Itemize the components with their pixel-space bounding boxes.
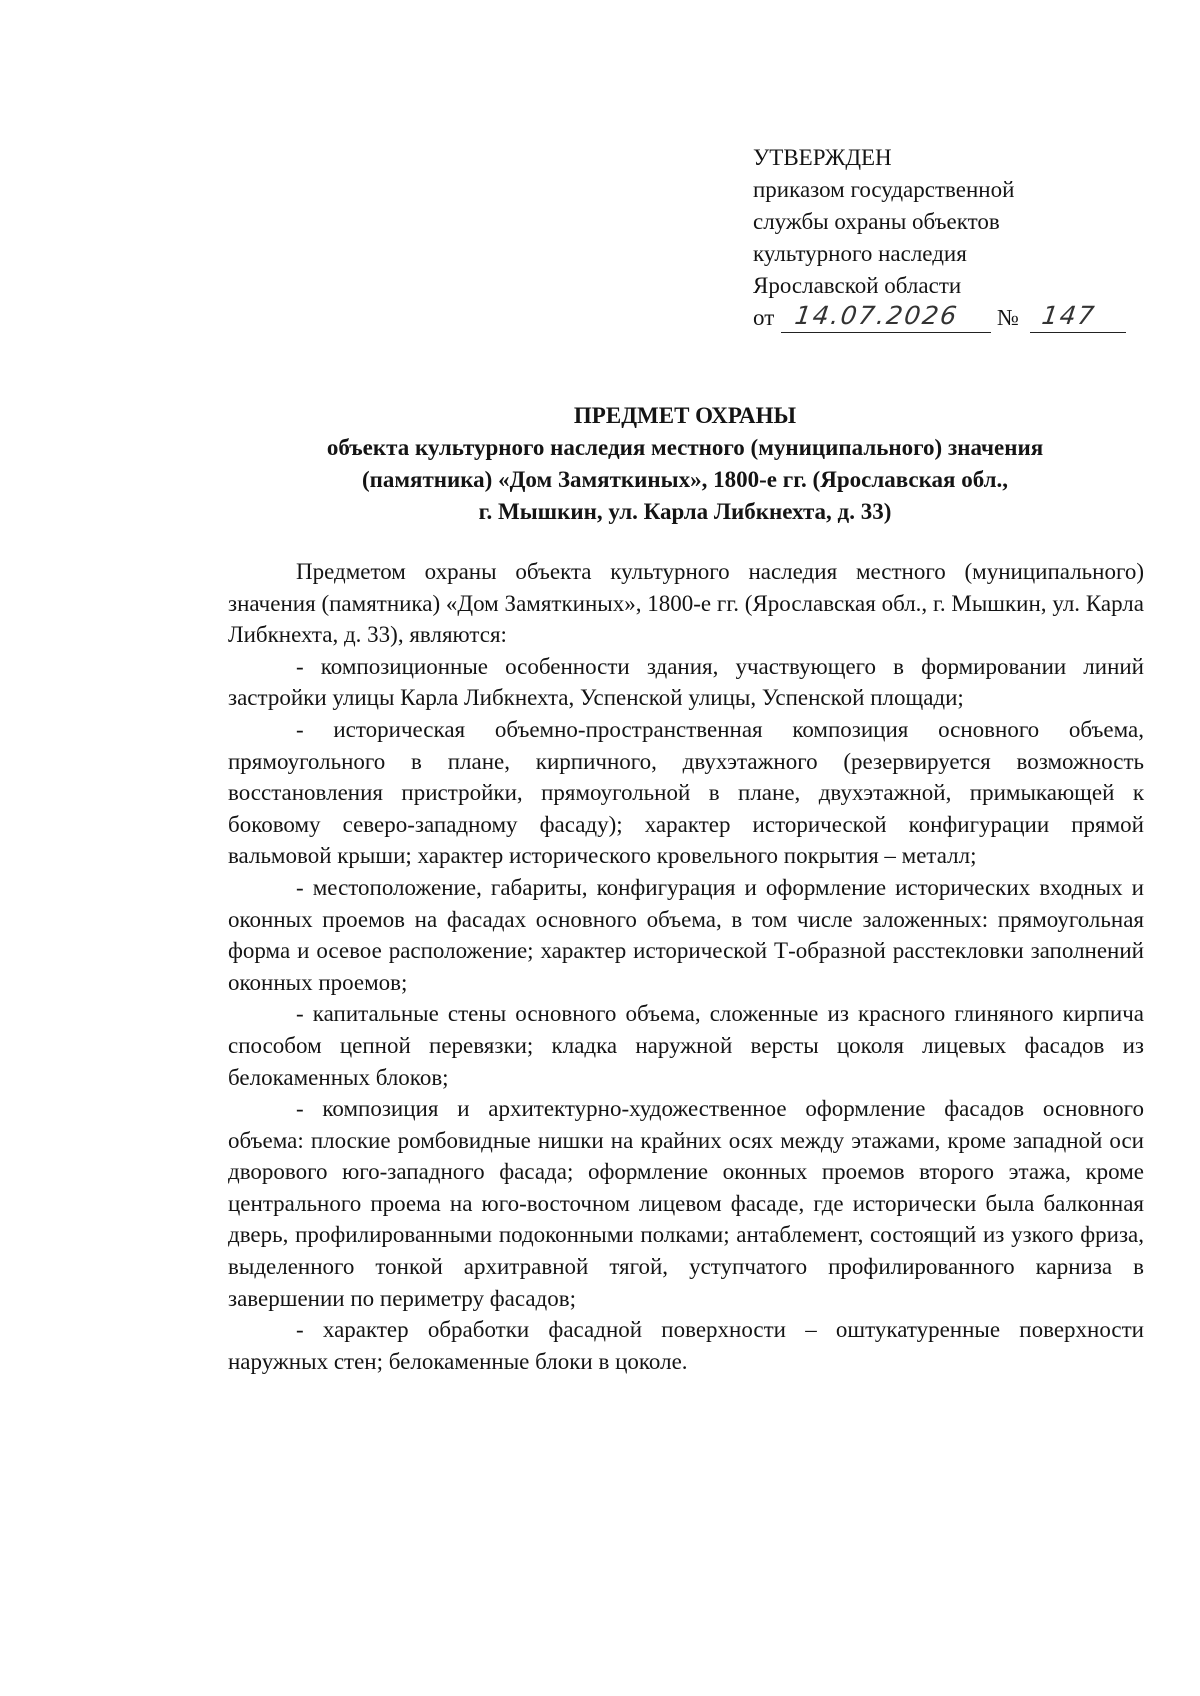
body-paragraph: - характер обработки фасадной поверхности – оштукатуренные поверхности наружных стен; белокаменные блоки в цоколе. bbox=[228, 1317, 1144, 1374]
number-label: № bbox=[997, 305, 1019, 330]
body-paragraph: - капитальные стены основного объема, сложенные из красного глиняного кирпича способом цепной перевязки; кладка наружной версты цоколя лицевых фасадов из белокаменных блоков; bbox=[228, 1001, 1144, 1090]
approval-line: Ярославской области bbox=[753, 273, 962, 298]
title-subtitle-line: (памятника) «Дом Замяткиных», 1800-е гг. (Ярославская обл., bbox=[361, 467, 1009, 492]
title-main: ПРЕДМЕТ ОХРАНЫ bbox=[573, 403, 797, 428]
document-body bbox=[228, 556, 1144, 1377]
order-date-number-line bbox=[753, 302, 1133, 334]
approval-line: приказом государственной bbox=[753, 177, 1015, 202]
handwritten-number: 147 bbox=[1040, 301, 1098, 330]
title-subtitle-line: г. Мышкин, ул. Карла Либкнехта, д. 33) bbox=[478, 499, 892, 524]
approval-line: культурного наследия bbox=[753, 241, 967, 266]
approval-heading: УТВЕРЖДЕН bbox=[753, 145, 892, 170]
body-paragraph: Предметом охраны объекта культурного наследия местного (муниципального) значения (памятника) «Дом Замяткиных», 1800-е гг. (Ярославская обл., г. Мышкин, ул. Карла Либкнехта, д. 33), являются: bbox=[228, 559, 1144, 648]
approval-block bbox=[753, 142, 1133, 334]
title-subtitle-line: объекта культурного наследия местного (муниципального) значения bbox=[326, 435, 1044, 460]
date-blank bbox=[781, 302, 991, 333]
document-title bbox=[230, 400, 1140, 528]
body-paragraph: - историческая объемно-пространственная композиция основного объема, прямоугольного в плане, кирпичного, двухэтажного (резервируется возможность восстановления пристройки, прямоугольной в плане, двухэтажной, примыкающей к боковому северо-западному фасаду); характер исторической конфигурации прямой вальмовой крыши; характер исторического кровельного покрытия – металл; bbox=[228, 716, 1144, 869]
body-paragraph: - композиционные особенности здания, участвующего в формировании линий застройки улицы Карла Либкнехта, Успенской улицы, Успенской площади; bbox=[228, 653, 1144, 711]
number-blank bbox=[1030, 302, 1126, 333]
approval-line: службы охраны объектов bbox=[753, 209, 1000, 234]
body-paragraph: - местоположение, габариты, конфигурация и оформление исторических входных и оконных проемов на фасадах основного объема, в том числе заложенных: прямоугольная форма и осевое расположение; характер исторической Т-образной расстекловки заполнений оконных проемов; bbox=[228, 874, 1144, 995]
date-prefix: от bbox=[753, 305, 775, 330]
body-paragraph: - композиция и архитектурно-художественное оформление фасадов основного объема: плоские ромбовидные нишки на крайних осях между этажами, кроме западной оси дворового юго-западного фасада; оформление оконных проемов второго этажа, кроме центрального проема на юго-восточном лицевом фасаде, где исторически была балконная дверь, профилированными подоконными полками; антаблемент, состоящий из узкого фриза, выделенного тонкой архитравной тягой, уступчатого профилированного карниза в завершении по периметру фасадов; bbox=[228, 1096, 1144, 1311]
handwritten-date: 14.07.2026 bbox=[793, 301, 961, 330]
